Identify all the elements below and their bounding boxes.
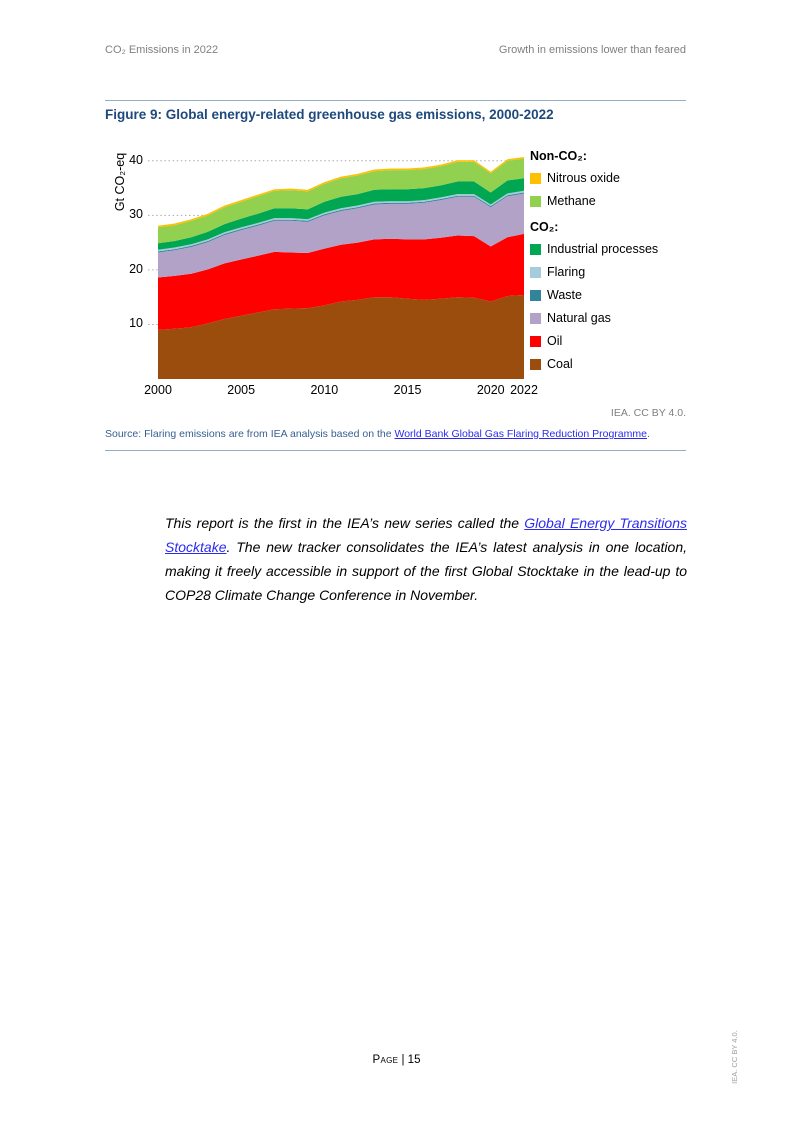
figure-title: Figure 9: Global energy-related greenhouse gas emissions, 2000-2022: [105, 107, 554, 122]
emissions-chart: [105, 140, 705, 410]
legend-swatch-coal: [530, 359, 541, 370]
x-tick-2000: 2000: [144, 383, 172, 397]
y-tick-40: 40: [129, 152, 143, 167]
x-tick-2010: 2010: [310, 383, 339, 397]
legend-heading-1: CO₂:: [530, 220, 559, 234]
legend-group-1: [530, 220, 658, 371]
x-tick-2005: 2005: [227, 383, 256, 397]
figure-bottom-rule: [105, 450, 686, 451]
legend-item-methane: [530, 194, 658, 208]
chart-attribution: IEA. CC BY 4.0.: [610, 407, 686, 419]
legend-label-natural-gas: Natural gas: [547, 311, 611, 325]
footer-page-word: Page: [372, 1054, 399, 1066]
source-text: Source: Flaring emissions are from IEA analysis based on the: [105, 428, 395, 440]
legend-group-0: [530, 149, 658, 208]
paragraph-text-pre: This report is the first in the IEA’s new series called the: [165, 515, 525, 531]
side-license-note: IEA. CC BY 4.0.: [730, 1030, 739, 1084]
source-link[interactable]: World Bank Global Gas Flaring Reduction Programme: [394, 428, 647, 440]
page-footer: [0, 1054, 793, 1066]
legend-item-natural-gas: [530, 311, 658, 325]
stocktake-link[interactable]: Global Energy Transitions Stocktake: [165, 515, 687, 555]
legend-swatch-industrial-processes: [530, 244, 541, 255]
footer-page-number: | 15: [401, 1054, 421, 1066]
legend-item-coal: [530, 357, 658, 371]
legend-label-coal: Coal: [547, 357, 573, 371]
x-tick-2020: 2020: [476, 383, 505, 397]
x-tick-2015: 2015: [393, 383, 422, 397]
y-tick-20: 20: [129, 261, 143, 276]
legend-label-waste: Waste: [547, 288, 582, 302]
chart-legend: [530, 149, 658, 383]
legend-label-methane: Methane: [547, 194, 596, 208]
legend-item-oil: [530, 334, 658, 348]
legend-label-nitrous-oxide: Nitrous oxide: [547, 171, 620, 185]
legend-swatch-natural-gas: [530, 313, 541, 324]
legend-swatch-flaring: [530, 267, 541, 278]
page-header: [105, 44, 686, 56]
x-tick-2022: 2022: [510, 383, 538, 397]
paragraph-text-post: . The new tracker consolidates the IEA’s latest analysis in one location, making it freely accessible in support of the first Global Stocktake in the lead-up to COP28 Climate Change Conference in November.: [165, 539, 687, 603]
legend-label-flaring: Flaring: [547, 265, 586, 279]
emissions-plot: [148, 145, 525, 379]
legend-label-oil: Oil: [547, 334, 563, 348]
legend-item-nitrous-oxide: [530, 171, 658, 185]
source-line: [105, 428, 686, 440]
header-right: Growth in emissions lower than feared: [498, 44, 686, 56]
header-left: CO₂ Emissions in 2022: [105, 44, 219, 56]
y-tick-30: 30: [129, 207, 143, 222]
header-rule: [105, 100, 686, 101]
body-paragraph: [165, 511, 687, 607]
legend-swatch-nitrous-oxide: [530, 173, 541, 184]
legend-swatch-methane: [530, 196, 541, 207]
y-tick-10: 10: [129, 316, 143, 331]
legend-item-flaring: [530, 265, 658, 279]
legend-item-industrial-processes: [530, 242, 658, 256]
source-period: .: [646, 428, 650, 440]
legend-label-industrial-processes: Industrial processes: [547, 242, 659, 256]
legend-heading-0: Non-CO₂:: [530, 149, 587, 163]
legend-item-waste: [530, 288, 658, 302]
legend-swatch-waste: [530, 290, 541, 301]
legend-swatch-oil: [530, 336, 541, 347]
y-axis-label: Gt CO₂-eq: [113, 152, 127, 212]
